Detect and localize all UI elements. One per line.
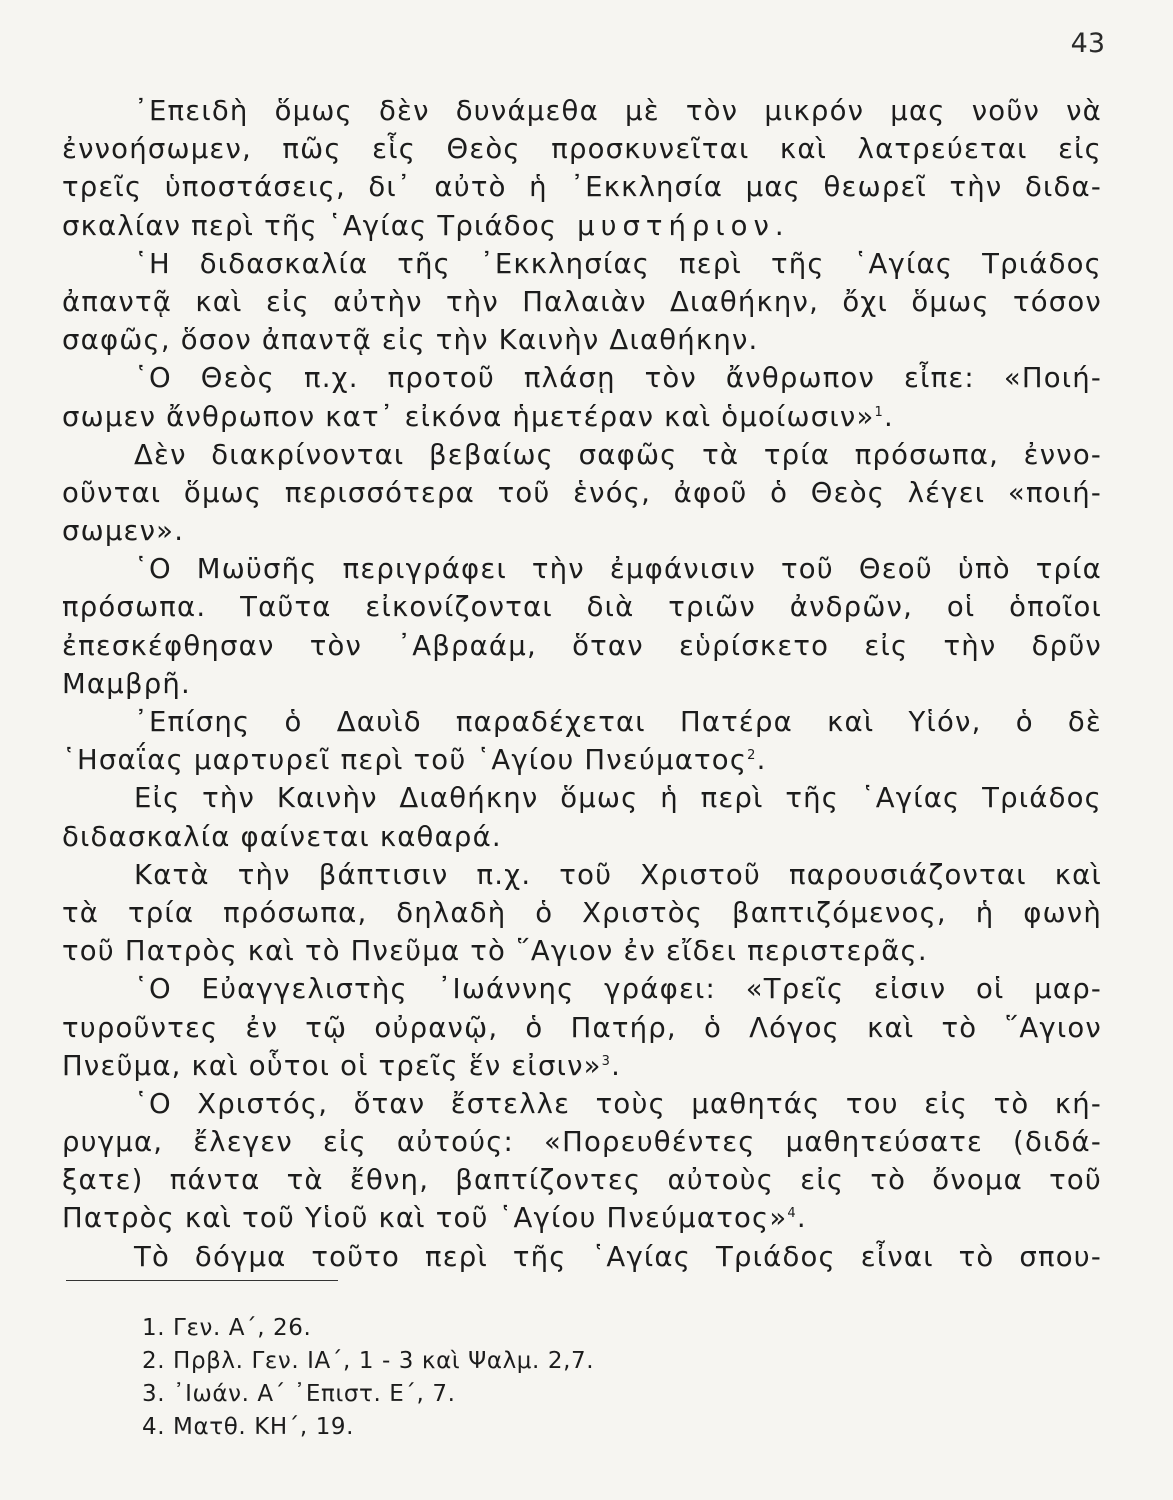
text-line: ῾Ο Θεὸς π.χ. προτοῦ πλάσῃ τὸν ἄνθρωπον εἶπε: «Ποιή- — [134, 362, 1102, 395]
text-line: ῾Ο Εὐαγγελιστὴς ᾿Ιωάννης γράφει: «Τρεῖς εἰσιν οἱ μαρ- — [134, 973, 1102, 1006]
text-line: Τὸ δόγμα τοῦτο περὶ τῆς ῾Αγίας Τριάδος εἶναι τὸ σπου- — [134, 1240, 1102, 1273]
text-segment: . — [883, 400, 894, 433]
text-line: τυροῦντες ἐν τῷ οὐρανῷ, ὁ Πατήρ, ὁ Λόγος καὶ τὸ ῞Αγιον — [62, 1011, 1102, 1044]
text-line: τὰ τρία πρόσωπα, δηλαδὴ ὁ Χριστὸς βαπτιζόμενος, ἡ φωνὴ — [62, 896, 1102, 929]
text-segment: σκαλίαν περὶ τῆς ῾Αγίας Τριάδος — [62, 209, 558, 242]
text-line: ἀπαντᾷ καὶ εἰς αὐτὴν τὴν Παλαιὰν Διαθήκην, ὄχι ὅμως τόσον — [62, 285, 1102, 318]
text-segment: . — [611, 1049, 622, 1082]
text-segment: Πατρὸς καὶ τοῦ Υἱοῦ καὶ τοῦ ῾Αγίου Πνεύματος» — [62, 1202, 788, 1235]
text-segment: . — [756, 744, 767, 777]
footnote: 4. Ματθ. ΚΗ΄, 19. — [142, 1414, 355, 1440]
text-line — [62, 207, 1102, 245]
text-line — [62, 741, 1102, 779]
text-line: ξατε) πάντα τὰ ἔθνη, βαπτίζοντες αὐτοὺς εἰς τὸ ὄνομα τοῦ — [62, 1164, 1102, 1197]
footnote: 3. ᾿Ιωάν. Α΄ ᾿Επιστ. Ε΄, 7. — [142, 1381, 456, 1407]
text-line: Κατὰ τὴν βάπτισιν π.χ. τοῦ Χριστοῦ παρουσιάζονται καὶ — [134, 858, 1102, 891]
footnote-ref: 2 — [747, 748, 757, 764]
page-number: 43 — [1070, 28, 1105, 59]
footnote-ref: 1 — [874, 404, 884, 420]
footnote: 2. Πρβλ. Γεν. ΙΑ΄, 1 - 3 καὶ Ψαλμ. 2,7. — [142, 1348, 595, 1374]
text-line: Δὲν διακρίνονται βεβαίως σαφῶς τὰ τρία πρόσωπα, ἐννο- — [134, 438, 1102, 471]
footnote-divider — [66, 1280, 338, 1281]
footnotes — [142, 1312, 942, 1444]
text-line: ῾Η διδασκαλία τῆς ᾿Εκκλησίας περὶ τῆς ῾Αγίας Τριάδος — [134, 247, 1102, 280]
text-line: Εἰς τὴν Καινὴν Διαθήκην ὅμως ἡ περὶ τῆς ῾Αγίας Τριάδος — [134, 782, 1102, 815]
text-line: πρόσωπα. Ταῦτα εἰκονίζονται διὰ τριῶν ἀνδρῶν, οἱ ὁποῖοι — [62, 591, 1102, 624]
text-line: ῾Ο Χριστός, ὅταν ἔστελλε τοὺς μαθητάς του εἰς τὸ κή- — [134, 1087, 1102, 1120]
body-text — [62, 92, 1102, 1276]
text-line: Μαμβρῆ. — [62, 667, 191, 700]
text-line: ἐννοήσωμεν, πῶς εἷς Θεὸς προσκυνεῖται καὶ λατρεύεται εἰς — [62, 133, 1102, 166]
footnote: 1. Γεν. Α΄, 26. — [142, 1315, 312, 1341]
text-line: ῾Ο Μωϋσῆς περιγράφει τὴν ἐμφάνισιν τοῦ Θεοῦ ὑπὸ τρία — [134, 553, 1102, 586]
text-segment: . — [796, 1202, 807, 1235]
text-line: τρεῖς ὑποστάσεις, δι᾿ αὐτὸ ἡ ᾿Εκκλησία μας θεωρεῖ τὴν διδα- — [62, 171, 1102, 204]
text-line: ἐπεσκέφθησαν τὸν ᾿Αβραάμ, ὅταν εὑρίσκετο εἰς τὴν δρῦν — [62, 629, 1102, 662]
text-line — [62, 1199, 1102, 1237]
emphasized-word: μυστήριον. — [577, 209, 790, 242]
footnote-ref: 4 — [787, 1206, 797, 1222]
text-line: ᾿Επειδὴ ὅμως δὲν δυνάμεθα μὲ τὸν μικρόν μας νοῦν νὰ — [134, 95, 1102, 127]
text-segment: σωμεν ἄνθρωπον κατ᾿ εἰκόνα ἡμετέραν καὶ ὁμοίωσιν» — [62, 400, 875, 433]
text-line: ρυγμα, ἔλεγεν εἰς αὐτούς: «Πορευθέντες μαθητεύσατε (διδά- — [62, 1126, 1102, 1159]
text-line: σωμεν». — [62, 515, 185, 548]
text-segment: Πνεῦμα, καὶ οὗτοι οἱ τρεῖς ἕν εἰσιν» — [62, 1049, 602, 1082]
footnote-ref: 3 — [601, 1053, 612, 1069]
text-line: ᾿Επίσης ὁ Δαυὶδ παραδέχεται Πατέρα καὶ Υἱόν, ὁ δὲ — [134, 706, 1102, 738]
text-segment: ῾Ησαΐας μαρτυρεῖ περὶ τοῦ ῾Αγίου Πνεύματος — [62, 744, 748, 777]
text-line: τοῦ Πατρὸς καὶ τὸ Πνεῦμα τὸ ῞Αγιον ἐν εἴδει περιστερᾶς. — [62, 935, 928, 968]
text-line — [62, 1047, 1102, 1085]
text-line: διδασκαλία φαίνεται καθαρά. — [62, 820, 502, 853]
text-line — [62, 398, 1102, 436]
text-line: σαφῶς, ὅσον ἀπαντᾷ εἰς τὴν Καινὴν Διαθήκην. — [62, 324, 759, 357]
text-line: οῦνται ὅμως περισσότερα τοῦ ἑνός, ἀφοῦ ὁ Θεὸς λέγει «ποιή- — [62, 476, 1102, 509]
